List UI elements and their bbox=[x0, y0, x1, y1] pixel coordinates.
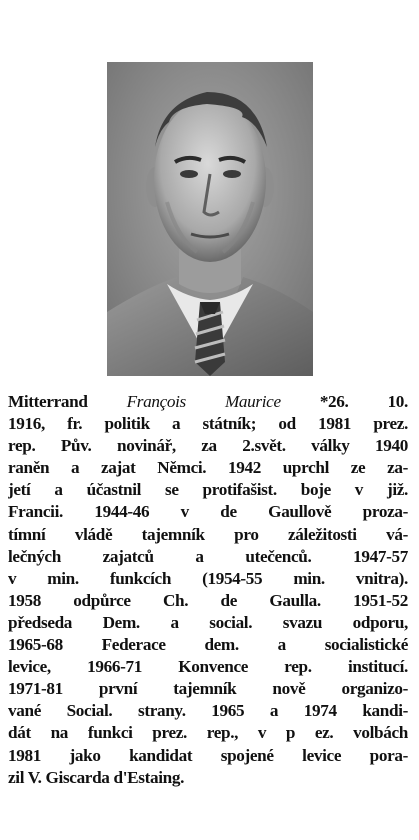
bio-line: v min. funkcích (1954-55 min. vnitra). bbox=[8, 568, 408, 588]
bio-line: levice, 1966-71 Konvence rep. institucí. bbox=[8, 657, 408, 677]
bio-line: lečných zajatců a utečenců. 1947-57 bbox=[8, 546, 408, 566]
biography-text bbox=[8, 391, 408, 789]
bio-line: raněn a zajat Němci. 1942 uprchl ze za- bbox=[8, 458, 408, 478]
bio-line: 1916, fr. politik a státník; od 1981 prez. bbox=[8, 414, 408, 434]
bio-line: 1971-81 první tajemník nově organizo- bbox=[8, 679, 408, 699]
bio-line: jetí a účastnil se protifašist. boje v již. bbox=[8, 480, 408, 500]
portrait-photo bbox=[107, 62, 313, 376]
given-names: François Maurice bbox=[126, 392, 281, 411]
birth-date: *26. 10. bbox=[319, 392, 408, 411]
bio-line: vané Social. strany. 1965 a 1974 kandi- bbox=[8, 701, 408, 721]
surname: Mitterrand bbox=[8, 392, 88, 411]
bio-line-1 bbox=[8, 391, 408, 413]
bio-line: rep. Pův. novinář, za 2.svět. války 1940 bbox=[8, 436, 408, 456]
bio-line: dát na funkci prez. rep., v p ez. volbách bbox=[8, 723, 408, 743]
bio-line-last: zil V. Giscarda d'Estaing. bbox=[8, 767, 185, 787]
bio-line: 1965-68 Federace dem. a socialistické bbox=[8, 635, 408, 655]
bio-line: tímní vládě tajemník pro záležitosti vá- bbox=[8, 524, 408, 544]
bio-line: Francii. 1944-46 v de Gaullově proza- bbox=[8, 502, 408, 522]
bio-line: předseda Dem. a social. svazu odporu, bbox=[8, 612, 408, 632]
bio-line: 1958 odpůrce Ch. de Gaulla. 1951-52 bbox=[8, 590, 408, 610]
bio-line: 1981 jako kandidat spojené levice pora- bbox=[8, 745, 408, 765]
